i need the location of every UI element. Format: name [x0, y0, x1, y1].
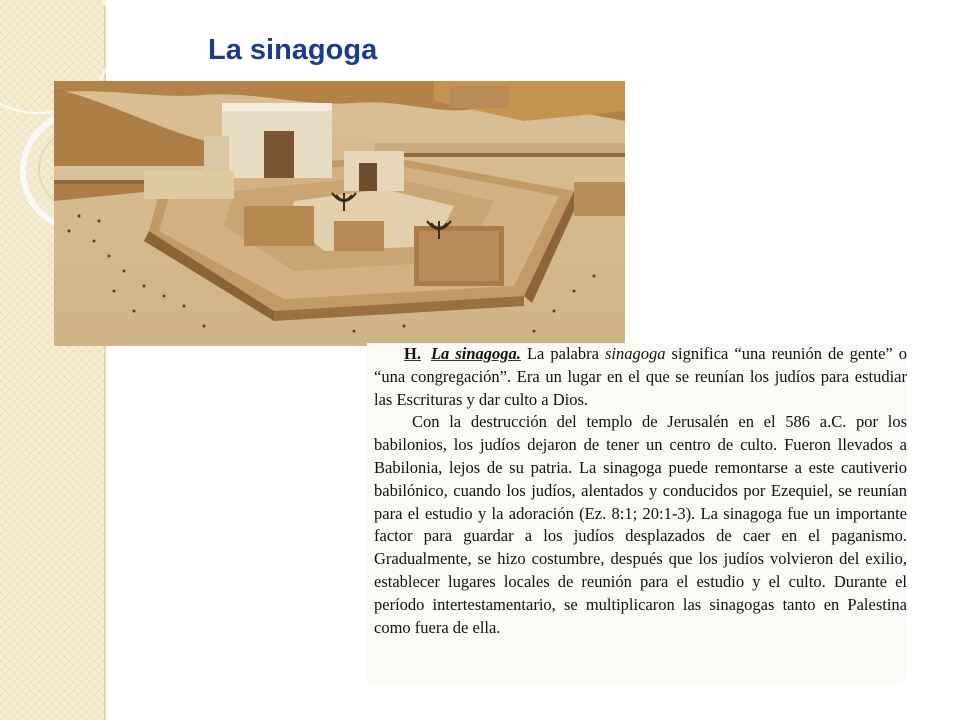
section-heading: La sinagoga.	[430, 344, 521, 363]
paragraph-history: Con la destrucción del templo de Jerusalén en el 586 a.C. por los babilonios, los judíos dejaron de tener un centro de culto. Fueron llevados a Babilonia, lejos de su patria. La sinagoga puede remontarse a este cautiverio babilónico, cuando los judíos, alentados y conducidos por Ezequiel, se reunían para el estudio y la adoración (Ez. 8:1; 20:1-3). La sinagoga fue un importante factor para guardar a los judíos desplazados de caer en el paganismo. Gradualmente, se hizo costumbre, después que los judíos volvieron del exilio, establecer lugares locales de reunión para el estudio y el culto. Durante el período intertestamentario, se multiplicaron las sinagogas tanto en Palestina como fuera de ella.	[374, 412, 907, 637]
slide-title: La sinagoga	[208, 34, 378, 66]
section-letter: H.	[404, 344, 421, 363]
intro-text-1: La palabra	[520, 344, 605, 363]
scanned-text-block	[367, 343, 907, 683]
intro-term: sinagoga	[605, 344, 666, 363]
temple-model-photo	[54, 81, 625, 346]
paragraph-intro	[367, 343, 907, 411]
intro-text-2: significa “una reunión de gente” o “una congregación”. Era un lugar en el que se reunían los judíos para estudiar las Escrituras y dar culto a Dios.	[374, 344, 908, 409]
